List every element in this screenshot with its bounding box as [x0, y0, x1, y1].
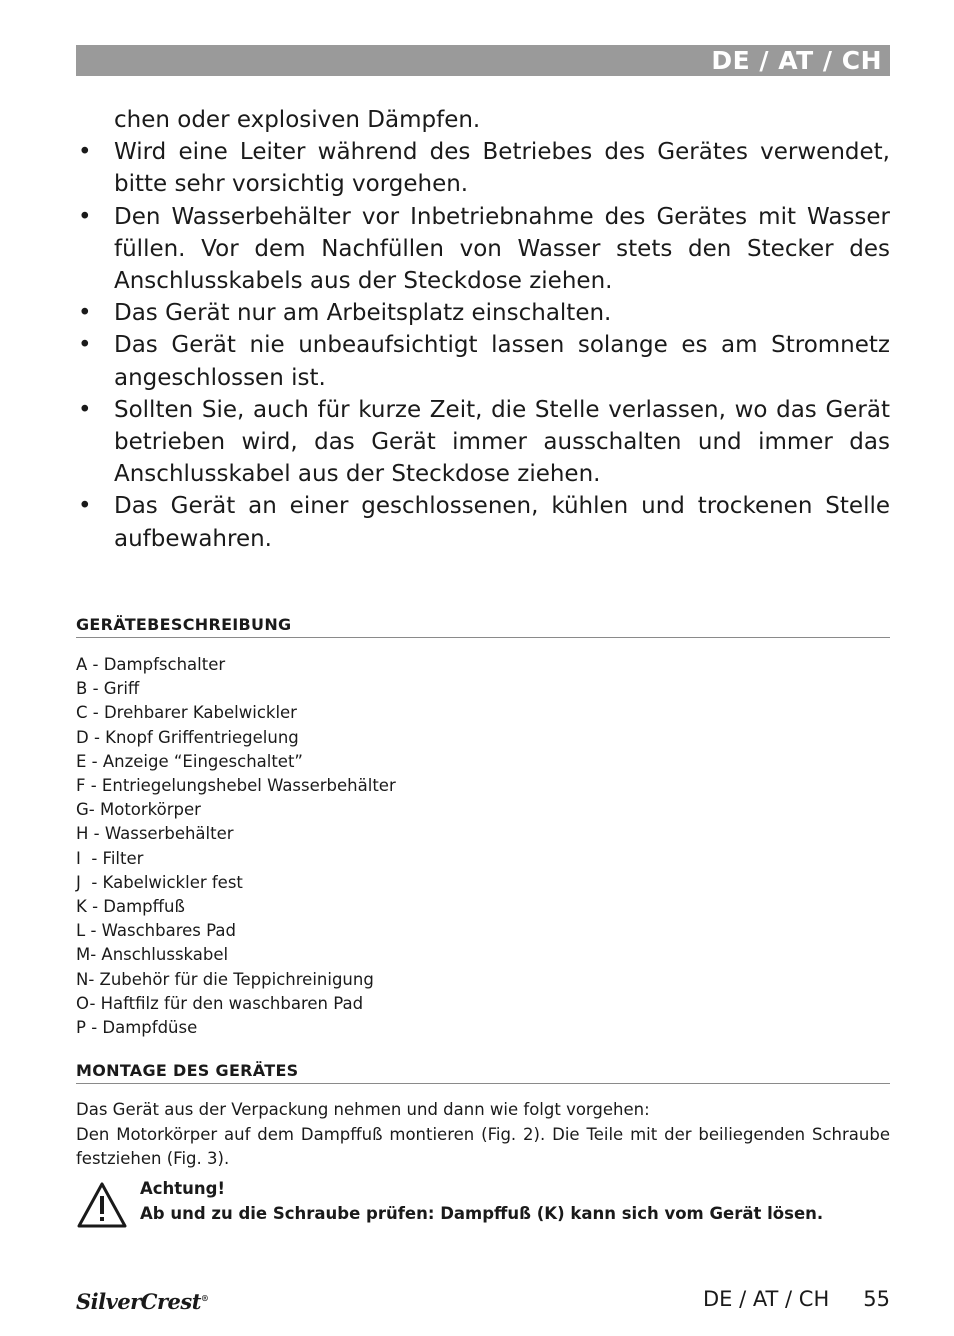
list-item: K - Dampffuß: [76, 897, 185, 917]
list-item: L - Waschbares Pad: [76, 921, 236, 941]
page-number: 55: [863, 1287, 890, 1311]
list-item: D - Knopf Griffentriegelung: [76, 727, 299, 747]
list-item: O- Haftfilz für den waschbaren Pad: [76, 993, 364, 1013]
brand-mark: ®: [200, 1293, 209, 1303]
bullet-item: • Das Gerät nur am Arbeitsplatz einschalten.: [76, 297, 890, 329]
bullet-item: • Den Wasserbehälter vor Inbetriebnahme des Gerätes mit Wasser füllen. Vor dem Nachfüllen von Wasser stets den Stecker des Anschlusskabels aus der Steckdose ziehen.: [76, 201, 890, 298]
assembly-line-2: Den Motorkörper auf dem Dampffuß montieren (Fig. 2). Die Teile mit der beiliegenden Schraube festziehen (Fig. 3).: [76, 1124, 890, 1168]
warning-message: Ab und zu die Schraube prüfen: Dampffuß (K) kann sich vom Gerät lösen.: [140, 1203, 824, 1223]
list-item: H - Wasserbehälter: [76, 824, 234, 844]
footer-info: [703, 1287, 890, 1311]
section-heading-description: GERÄTEBESCHREIBUNG: [76, 615, 890, 638]
list-item: F - Entriegelungshebel Wasserbehälter: [76, 776, 396, 796]
warning-text: [140, 1177, 890, 1226]
list-item: E - Anzeige “Eingeschaltet”: [76, 751, 303, 771]
list-item: P - Dampfdüse: [76, 1018, 198, 1038]
brand-logo: [76, 1289, 208, 1314]
list-item: N- Zubehör für die Teppichreinigung: [76, 969, 374, 989]
bullet-item: • Das Gerät nie unbeaufsichtigt lassen solange es am Stromnetz angeschlossen ist.: [76, 329, 890, 393]
continuation-text: chen oder explosiven Dämpfen.: [114, 107, 481, 133]
assembly-line-1: Das Gerät aus der Verpackung nehmen und dann wie folgt vorgehen:: [76, 1100, 650, 1119]
header-bar: [76, 45, 890, 76]
list-item: G- Motorkörper: [76, 800, 201, 820]
list-item: I - Filter: [76, 848, 144, 868]
brand-name: SilverCrest: [76, 1289, 201, 1314]
bullet-item: • Sollten Sie, auch für kurze Zeit, die Stelle verlassen, wo das Gerät betrieben wird, das Gerät immer ausschalten und immer das Anschlusskabel aus der Steckdose ziehen.: [76, 394, 890, 491]
bullet-item: • Wird eine Leiter während des Betriebes des Gerätes verwendet, bitte sehr vorsichtig vorgehen.: [76, 136, 890, 200]
list-item: J - Kabelwickler fest: [76, 872, 243, 892]
list-item: C - Drehbarer Kabelwickler: [76, 703, 297, 723]
parts-list: [76, 653, 676, 1040]
warning-title: Achtung!: [140, 1179, 226, 1198]
footer-region: DE / AT / CH: [702, 1287, 830, 1311]
assembly-text: [76, 1098, 890, 1172]
bullet-item: • Das Gerät an einer geschlossenen, kühlen und trockenen Stelle aufbewahren.: [76, 490, 890, 554]
warning-triangle-icon: [76, 1181, 128, 1229]
warning-box: [76, 1177, 890, 1253]
safety-instructions: [76, 104, 890, 555]
list-item: A - Dampfschalter: [76, 655, 226, 674]
list-item: M- Anschlusskabel: [76, 945, 229, 965]
section-heading-assembly: MONTAGE DES GERÄTES: [76, 1061, 890, 1084]
header-region: DE / AT / CH: [711, 46, 882, 75]
list-item: B - Griff: [76, 679, 140, 699]
